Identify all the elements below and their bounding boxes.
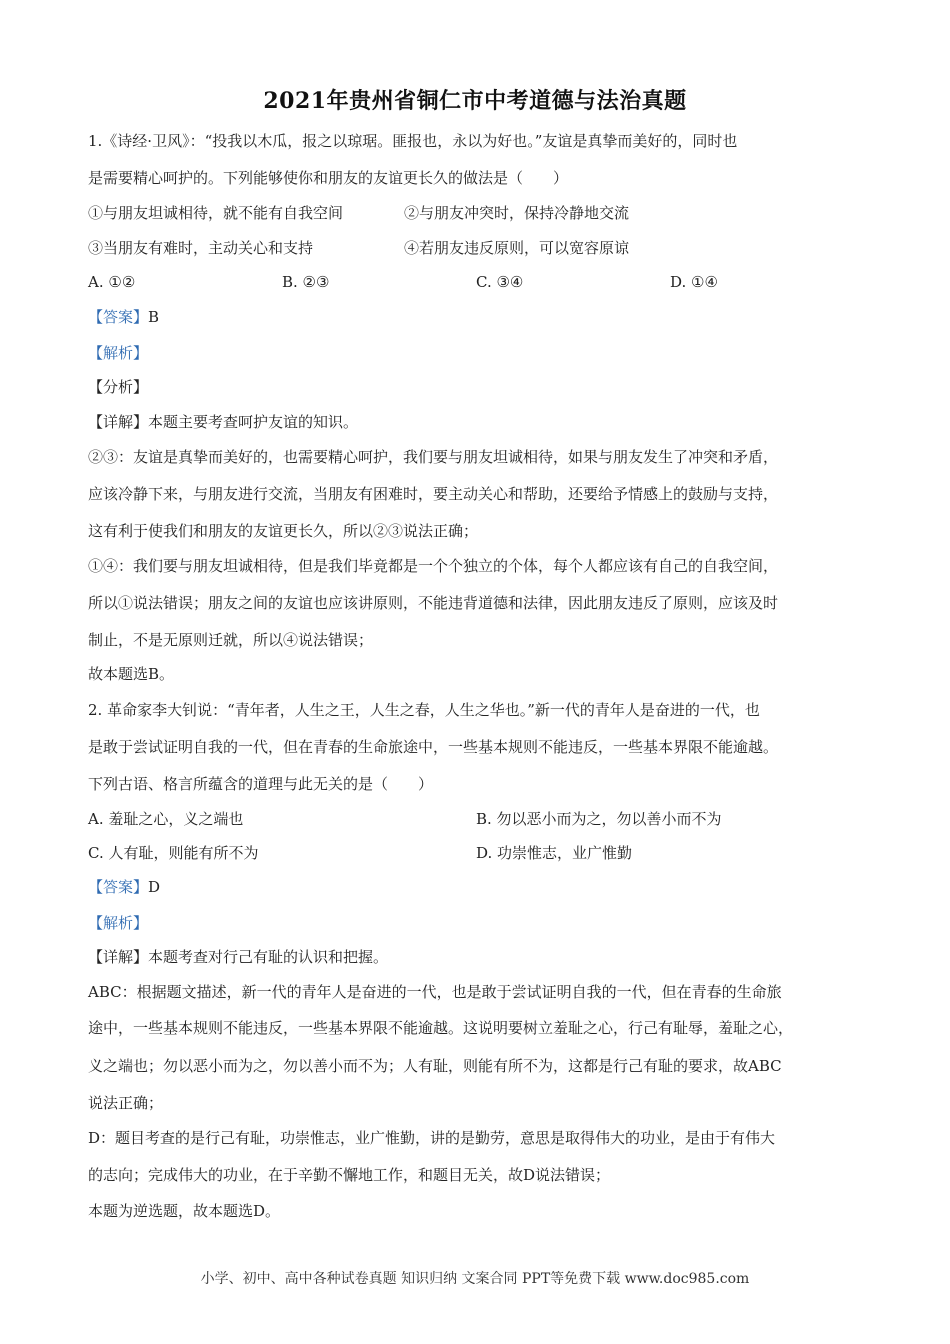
q2-explanation-line: 的志向；完成伟大的功业，在于辛勤不懈地工作，和题目无关，故D说法错误； [88, 1166, 611, 1184]
q2-option-d: D. 功崇惟志，业广惟勤 [476, 844, 633, 862]
q2-explanation-line: D：题目考查的是行己有耻，功崇惟志，业广惟勤，讲的是勤劳，意思是取得伟大的功业，是由于有伟大 [88, 1129, 776, 1147]
q1-explanation-line: 这有利于使我们和朋友的友谊更长久，所以②③说法正确； [88, 522, 479, 540]
page-title: 2021年贵州省铜仁市中考道德与法治真题 [263, 88, 687, 114]
q1-detail [88, 412, 358, 432]
q2-option-c: C. 人有耻，则能有所不为 [88, 844, 259, 862]
q2-explanation-line: 说法正确； [88, 1094, 164, 1112]
q1-explanation-line: ①④：我们要与朋友坦诚相待，但是我们毕竟都是一个个独立的个体，每个人都应该有自己的自我空间， [88, 557, 779, 575]
q1-option-c: C. ③④ [476, 273, 524, 291]
q2-answer-value: D [148, 878, 161, 896]
q1-answer-tag: 【答案】 [88, 308, 149, 326]
q2-detail-tag: 【详解】 [88, 948, 149, 966]
q1-option-a: A. ①② [88, 273, 136, 291]
q1-jiexi-tag: 【解析】 [88, 344, 149, 362]
q2-stem-line1: 2. 革命家李大钊说：“青年者，人生之王，人生之春，人生之华也。”新一代的青年人是奋进的一代，也 [88, 701, 760, 719]
q1-fenxi [88, 377, 148, 397]
q2-detail [88, 947, 388, 967]
q1-statement-2: ②与朋友冲突时，保持冷静地交流 [404, 204, 630, 222]
q1-conclusion: 故本题选B。 [88, 665, 175, 683]
q1-answer-value: B [148, 308, 160, 326]
q1-jiexi [88, 343, 148, 363]
q1-fenxi-tag: 【分析】 [88, 378, 149, 396]
q2-answer-tag: 【答案】 [88, 878, 149, 896]
q1-explanation-line: ②③：友谊是真挚而美好的，也需要精心呵护，我们要与朋友坦诚相待，如果与朋友发生了冲突和矛盾， [88, 448, 779, 466]
q1-stem-line2: 是需要精心呵护的。下列能够使你和朋友的友谊更长久的做法是（ ） [88, 169, 569, 187]
q2-stem-line3: 下列古语、格言所蕴含的道理与此无关的是（ ） [88, 775, 434, 793]
q1-explanation-line: 制止，不是无原则迁就，所以④说法错误； [88, 631, 374, 649]
footer-download-notice: 小学、初中、高中各种试卷真题 知识归纳 文案合同 PPT等免费下载 www.doc985.com [200, 1271, 750, 1287]
q1-detail-tag: 【详解】 [88, 413, 149, 431]
q2-answer [88, 877, 160, 897]
q2-jiexi-tag: 【解析】 [88, 914, 149, 932]
q1-answer [88, 307, 159, 327]
q2-stem-line2: 是敢于尝试证明自我的一代，但在青春的生命旅途中，一些基本规则不能违反，一些基本界限不能逾越。 [88, 738, 779, 756]
q2-explanation-line: 义之端也；勿以恶小而为之，勿以善小而不为；人有耻，则能有所不为，这都是行己有耻的要求，故ABC [88, 1057, 782, 1075]
q1-option-d: D. ①④ [670, 273, 718, 291]
q2-explanation-line: 途中，一些基本规则不能违反，一些基本界限不能逾越。这说明要树立羞耻之心，行己有耻辱，羞耻之心， [88, 1019, 794, 1037]
q1-detail-intro: 本题主要考查呵护友谊的知识。 [148, 413, 359, 431]
q2-detail-intro: 本题考查对行己有耻的认识和把握。 [148, 948, 389, 966]
q1-option-b: B. ②③ [282, 273, 330, 291]
q1-explanation-line: 应该冷静下来，与朋友进行交流，当朋友有困难时，要主动关心和帮助，还要给予情感上的鼓励与支持， [88, 485, 779, 503]
q2-jiexi [88, 913, 148, 933]
q1-statement-3: ③当朋友有难时，主动关心和支持 [88, 239, 314, 257]
q2-conclusion: 本题为逆选题，故本题选D。 [88, 1202, 281, 1220]
q1-stem-line1: 1.《诗经·卫风》：“投我以木瓜，报之以琼琚。匪报也，永以为好也。”友谊是真挚而美好的，同时也 [88, 132, 738, 150]
q1-explanation-line: 所以①说法错误；朋友之间的友谊也应该讲原则，不能违背道德和法律，因此朋友违反了原则，应该及时 [88, 594, 779, 612]
q2-option-b: B. 勿以恶小而为之，勿以善小而不为 [476, 810, 722, 828]
q1-statement-1: ①与朋友坦诚相待，就不能有自我空间 [88, 204, 344, 222]
q2-option-a: A. 羞耻之心，义之端也 [88, 810, 244, 828]
q2-explanation-line: ABC：根据题文描述，新一代的青年人是奋进的一代，也是敢于尝试证明自我的一代，但在青春的生命旅 [88, 983, 782, 1001]
q1-statement-4: ④若朋友违反原则，可以宽容原谅 [404, 239, 630, 257]
